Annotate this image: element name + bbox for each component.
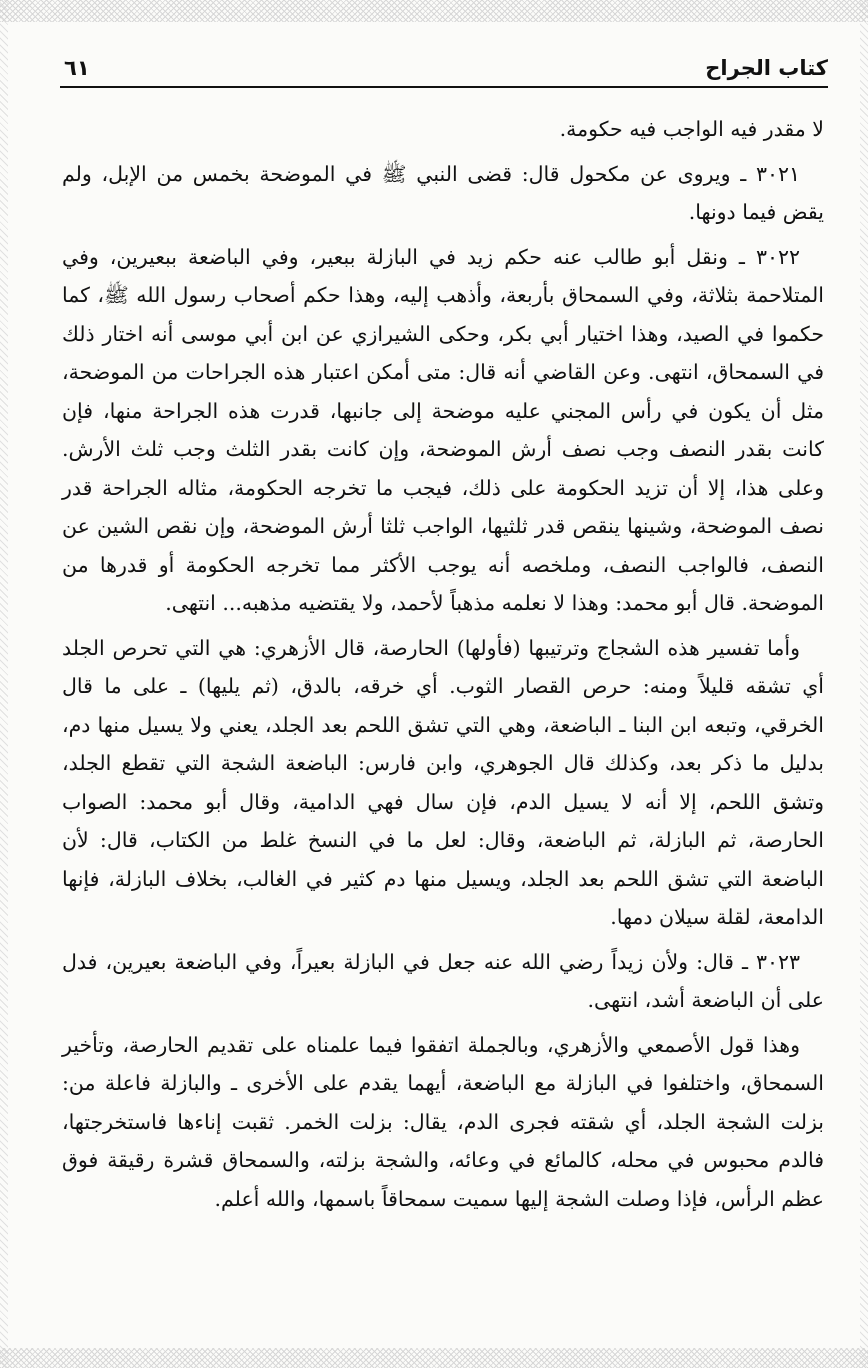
paragraph-3022: ٣٠٢٢ ـ ونقل أبو طالب عنه حكم زيد في البازلة ببعير، وفي الباضعة ببعيرين، وفي المتلاحمة بثلاثة، وفي السمحاق بأربعة، وأذهب إليه، وهذا حكم أصحاب رسول الله ﷺ، كما حكموا في الصيد، وهذا اختيار أبي بكر، وحكى الشيرازي عن ابن أبي موسى أنه اختار ذلك في السمحاق، انتهى. وعن القاضي أنه قال: متى أمكن اعتبار هذه الجراحات من الموضحة، مثل أن يكون في رأس المجني عليه موضحة إلى جانبها، قدرت هذه الجراحة منها، فإن كانت بقدر النصف وجب نصف أرش الموضحة، وإن كانت بقدر الثلث وجب ثلث الأرش. وعلى هذا، إلا أن تزيد الحكومة على ذلك، فيجب ما تخرجه الحكومة، مثاله الجراحة قدر نصف الموضحة، وشينها ينقص قدر ثلثيها، الواجب ثلثا أرش الموضحة، وإن نقص الشين عن النصف، فالواجب النصف، وملخصه أنه يوجب الأكثر مما تخرجه الحكومة أو قدرها من الموضحة. قال أبو محمد: وهذا لا نعلمه مذهباً لأحمد، ولا يقتضيه مذهبه... انتهى. (62, 244, 824, 615)
paragraph-continuation: لا مقدر فيه الواجب فيه حكومة. (559, 117, 824, 141)
page-edge-left (0, 0, 8, 1368)
page-number: ٦١ (64, 56, 90, 80)
paragraph-shijaj-explanation: وأما تفسير هذه الشجاج وترتيبها (فأولها) الحارصة، قال الأزهري: هي التي تحرص الجلد أي تشقه قليلاً ومنه: حرص القصار الثوب. أي خرقه، بالدق، (ثم يليها) ـ على ما قال الخرقي، وتبعه ابن البنا ـ الباضعة، وهي التي تشق اللحم بعد الجلد، يعني ولا يسيل منها دم، بدليل ما ذكر بعد، وكذلك قال الجوهري، وابن فارس: الباضعة الشجة التي تقطع الجلد، وتشق اللحم، إلا أنه لا يسيل الدم، فإن سال فهي الدامية، وقال أبو محمد: الصواب الحارصة، ثم البازلة، ثم الباضعة، وقال: لعل ما في النسخ غلط من الكتاب، قال: لأن الباضعة التي تشق اللحم بعد الجلد، ويسيل منها دم كثير في الغالب، بخلاف البازلة، فإنها الدامعة، لقلة سيلان دمها. (62, 635, 824, 929)
paragraph-conclusion: وهذا قول الأصمعي والأزهري، وبالجملة اتفقوا فيما علمناه على تقديم الحارصة، وتأخير السمحاق، واختلفوا في البازلة مع الباضعة، أيهما يقدم على الأخرى ـ والبازلة فاعلة من: بزلت الشجة الجلد، أي شقته فجرى الدم، يقال: بزلت الخمر. ثقبت إناءها فاستخرجتها، فالدم محبوس في محله، كالمائع في وعائه، والشجة بزلته، والسمحاق قشرة رقيقة فوق عظم الرأس، فإذا وصلت الشجة إليها سميت سمحاقاً باسمها، والله أعلم. (62, 1032, 824, 1211)
running-header (60, 46, 828, 88)
page-edge-bottom (0, 1348, 868, 1368)
page-edge-right (860, 0, 868, 1368)
paragraph-3021: ٣٠٢١ ـ ويروى عن مكحول قال: قضى النبي ﷺ في الموضحة بخمس من الإبل، ولم يقض فيما دونها. (62, 161, 824, 224)
book-title: كتاب الجراح (705, 56, 828, 80)
page-body (62, 110, 824, 1224)
page-edge-top (0, 0, 868, 22)
paragraph-3023: ٣٠٢٣ ـ قال: ولأن زيداً رضي الله عنه جعل في البازلة بعيراً، وفي الباضعة بعيرين، فدل على أن الباضعة أشد، انتهى. (62, 949, 824, 1012)
